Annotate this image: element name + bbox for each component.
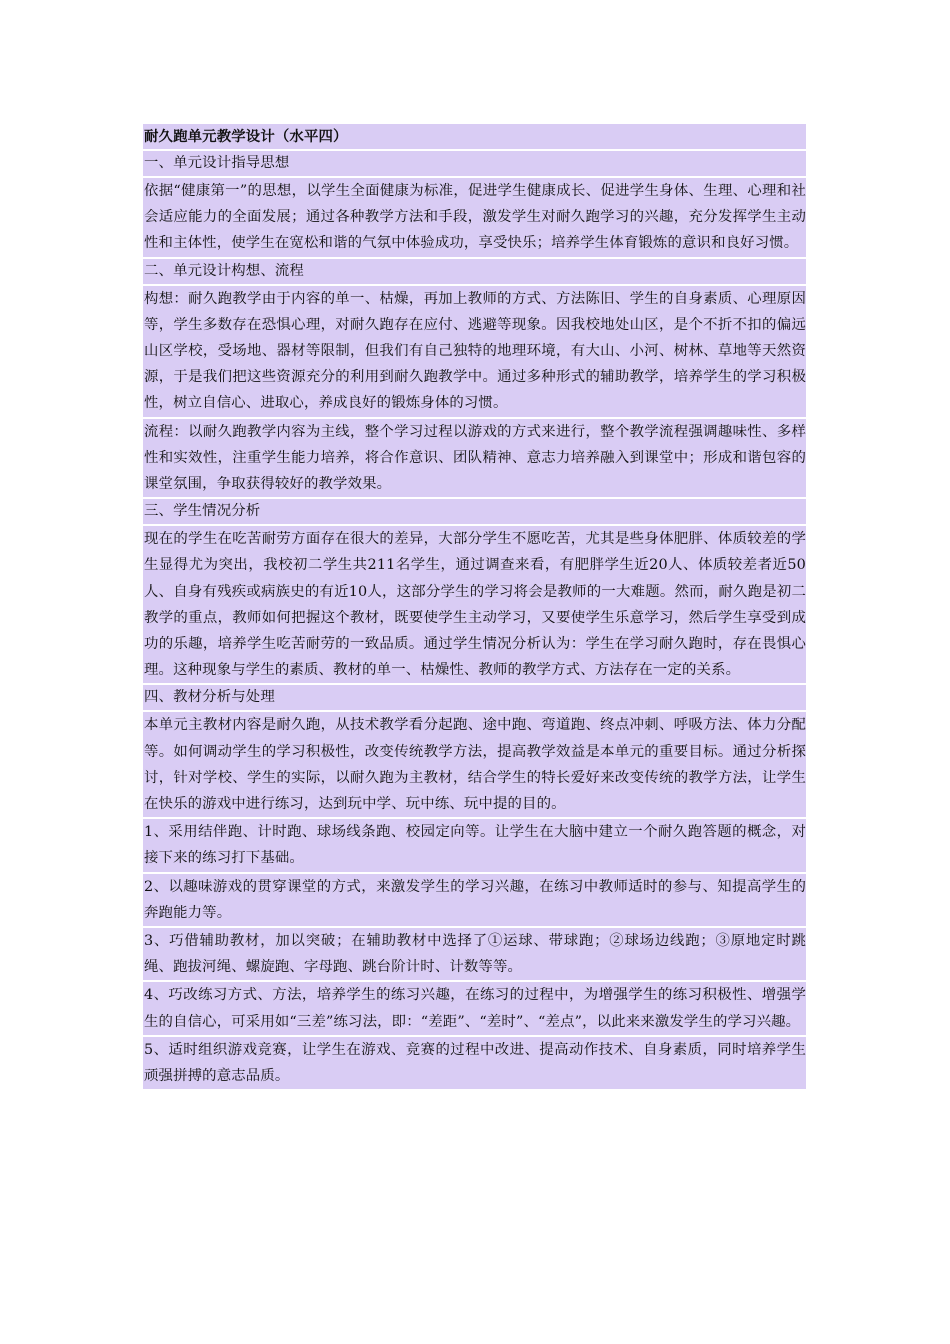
section-heading-3: 三、学生情况分析 bbox=[143, 499, 806, 524]
paragraph-guiding-idea: 依据“健康第一”的思想，以学生全面健康为标准，促进学生健康成长、促进学生身体、生理、心理和社会适应能力的全面发展；通过各种教学方法和手段，激发学生对耐久跑学习的兴趣，充分发挥学生主动性和主体性，使学生在宽松和谐的气氛中体验成功，享受快乐；培养学生体育锻炼的意识和良好习惯。 bbox=[143, 178, 806, 257]
paragraph-student-analysis: 现在的学生在吃苦耐劳方面存在很大的差异，大部分学生不愿吃苦，尤其是些身体肥胖、体质较差的学生显得尤为突出，我校初二学生共211名学生，通过调查来看，有肥胖学生近20人、体质较差者近50人、自身有残疾或病族史的有近10人，这部分学生的学习将会是教师的一大难题。然而，耐久跑是初二教学的重点，教师如何把握这个教材，既要使学生主动学习，又要使学生乐意学习，然后学生享受到成功的乐趣，培养学生吃苦耐劳的一致品质。通过学生情况分析认为：学生在学习耐久跑时，存在畏惧心理。这种现象与学生的素质、教材的单一、枯燥性、教师的教学方式、方法存在一定的关系。 bbox=[143, 526, 806, 683]
paragraph-material-analysis: 本单元主教材内容是耐久跑，从技术教学看分起跑、途中跑、弯道跑、终点冲刺、呼吸方法、体力分配等。如何调动学生的学习积极性，改变传统教学方法，提高教学效益是本单元的重要目标。通过分析探讨，针对学校、学生的实际，以耐久跑为主教材，结合学生的特长爱好来改变传统的教学方法，让学生在快乐的游戏中进行练习，达到玩中学、玩中练、玩中提的目的。 bbox=[143, 712, 806, 817]
paragraph-concept: 构想：耐久跑教学由于内容的单一、枯燥，再加上教师的方式、方法陈旧、学生的自身素质、心理原因等，学生多数存在恐惧心理，对耐久跑存在应付、逃避等现象。因我校地处山区，是个不折不扣的偏远山区学校，受场地、器材等限制，但我们有自己独特的地理环境，有大山、小河、树林、草地等天然资源，于是我们把这些资源充分的利用到耐久跑教学中。通过多种形式的辅助教学，培养学生的学习积极性，树立自信心、进取心，养成良好的锻炼身体的习惯。 bbox=[143, 286, 806, 417]
list-item-3: 3、巧借辅助教材，加以突破；在辅助教材中选择了①运球、带球跑；②球场边线跑；③原地定时跳绳、跑拔河绳、螺旋跑、字母跑、跳台阶计时、计数等等。 bbox=[143, 928, 806, 980]
document-title: 耐久跑单元教学设计（水平四） bbox=[143, 124, 806, 149]
document-body bbox=[143, 124, 806, 1091]
section-heading-2: 二、单元设计构想、流程 bbox=[143, 259, 806, 284]
paragraph-process: 流程：以耐久跑教学内容为主线，整个学习过程以游戏的方式来进行，整个教学流程强调趣味性、多样性和实效性，注重学生能力培养，将合作意识、团队精神、意志力培养融入到课堂中；形成和谐包容的课堂氛围，争取获得较好的教学效果。 bbox=[143, 419, 806, 498]
section-heading-1: 一、单元设计指导思想 bbox=[143, 151, 806, 176]
list-item-5: 5、适时组织游戏竞赛，让学生在游戏、竞赛的过程中改进、提高动作技术、自身素质，同时培养学生顽强拼搏的意志品质。 bbox=[143, 1037, 806, 1089]
list-item-2: 2、以趣味游戏的贯穿课堂的方式，来激发学生的学习兴趣，在练习中教师适时的参与、知提高学生的奔跑能力等。 bbox=[143, 874, 806, 926]
list-item-4: 4、巧改练习方式、方法，培养学生的练习兴趣，在练习的过程中，为增强学生的练习积极性、增强学生的自信心，可采用如“三差”练习法，即：“差距”、“差时”、“差点”，以此来来激发学生的学习兴趣。 bbox=[143, 982, 806, 1034]
section-heading-4: 四、教材分析与处理 bbox=[143, 685, 806, 710]
list-item-1: 1、采用结伴跑、计时跑、球场线条跑、校园定向等。让学生在大脑中建立一个耐久跑答题的概念，对接下来的练习打下基础。 bbox=[143, 819, 806, 871]
